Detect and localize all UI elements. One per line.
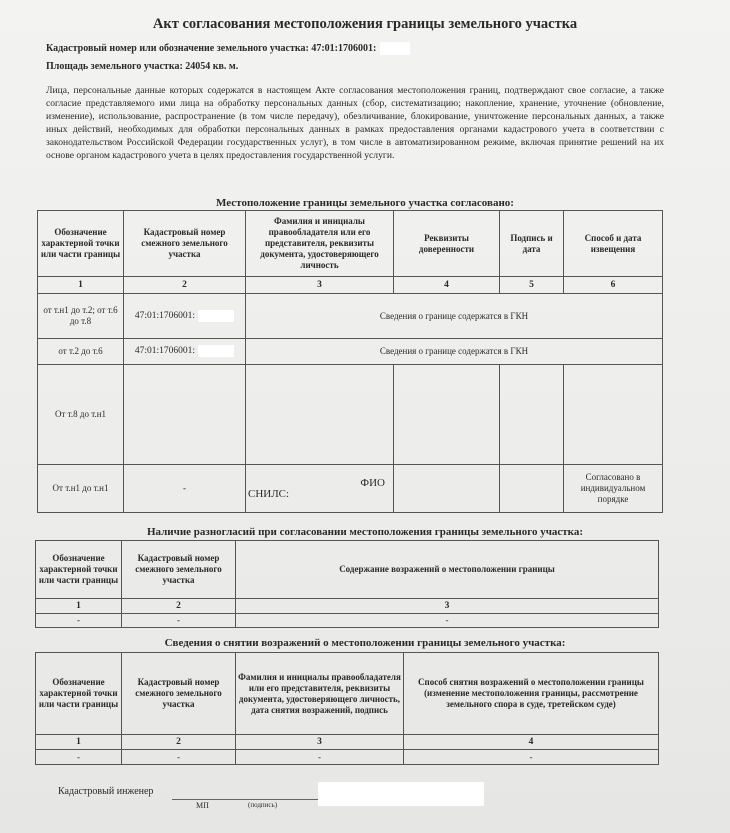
point-cell: От т.н1 до т.н1 (38, 465, 124, 513)
point-cell: От т.8 до т.н1 (38, 365, 124, 465)
table-header-row (38, 211, 663, 277)
header-cell: Фамилия и инициалы правообладателя или его представителя, реквизиты документа, удостоверяющего личность, дата снятия возражений, подпись (236, 653, 404, 735)
header-cell: Фамилия и инициалы правообладателя или его представителя, реквизиты документа, удостоверяющего личность (246, 211, 394, 277)
column-number: 6 (564, 277, 663, 294)
cadastral-number-label: Кадастровый номер или обозначение земельного участка: 47:01:1706001: (46, 42, 377, 54)
point-cell: от т.2 до т.6 (38, 339, 124, 365)
cadastral-number-line (46, 42, 410, 55)
column-number: 1 (38, 277, 124, 294)
dash-cell: - (236, 614, 659, 628)
signature-label: (подпись) (248, 801, 278, 809)
header-cell: Содержание возражений о местоположении границы (236, 541, 659, 599)
header-cell: Обозначение характерной точки или части границы (36, 653, 122, 735)
table-header-row (36, 541, 659, 599)
info-cell: Сведения о границе содержатся в ГКН (246, 294, 663, 339)
header-cell: Реквизиты доверенности (394, 211, 500, 277)
stamp-label: МП (196, 801, 209, 810)
engineer-label: Кадастровый инженер (58, 786, 154, 797)
header-cell: Обозначение характерной точки или части границы (38, 211, 124, 277)
table-header-row (36, 653, 659, 735)
column-number: 2 (122, 599, 236, 614)
dash-cell: - (36, 614, 122, 628)
table-row (38, 339, 663, 365)
column-number: 4 (394, 277, 500, 294)
dash-cell: - (236, 750, 404, 765)
disagreements-table (35, 540, 659, 628)
consent-paragraph: Лица, персональные данные которых содержатся в настоящем Акте согласования местоположения границ, подтверждают свое согласие, а также согласие представляемого ими лица на обработку персональных данных (сбор, систематизацию; накопление, хранение, уточнение (обновление, изменение), использование, распространение (в том числе передачу), обезличивание, блокирование, уничтожение персональных данных, а также иных действий, необходимых для обработки персональных данных в рамках предоставления органами кадастрового учета в соответствии с законодательством Российской Федерации государственных услуг), в том числе в автоматизированном режиме, включая принятие решений на их основе органом кадастрового учета в целях предоставления государственной услуги. (46, 85, 664, 161)
column-number: 1 (36, 735, 122, 750)
objections-removal-table (35, 652, 659, 765)
section1-heading: Местоположение границы земельного участка согласовано: (216, 197, 514, 209)
header-cell: Кадастровый номер смежного земельного участка (122, 653, 236, 735)
table-row (38, 294, 663, 339)
header-cell: Способ снятия возражений о местоположении границы (изменение местоположения границы, рассмотрение земельного спора в суде, третейском суде) (404, 653, 659, 735)
redaction-box (380, 42, 410, 55)
dash-cell: - (404, 750, 659, 765)
header-cell: Кадастровый номер смежного земельного участка (124, 211, 246, 277)
redaction-box (198, 310, 234, 322)
dash-cell: - (122, 750, 236, 765)
info-cell: Сведения о границе содержатся в ГКН (246, 339, 663, 365)
column-number: 4 (404, 735, 659, 750)
owner-cell (246, 465, 394, 513)
cadastral-cell: - (124, 465, 246, 513)
table-row (38, 465, 663, 513)
column-number-row (38, 277, 663, 294)
column-number: 1 (36, 599, 122, 614)
table-row (36, 614, 659, 628)
table-row (36, 750, 659, 765)
table-row (38, 365, 663, 465)
empty-cell (394, 365, 500, 465)
cadastral-cell: 47:01:1706001: (124, 339, 246, 365)
header-cell: Подпись и дата (500, 211, 564, 277)
redaction-box (318, 782, 484, 806)
area-line: Площадь земельного участка: 24054 кв. м. (46, 61, 239, 72)
empty-cell (500, 365, 564, 465)
column-number: 2 (124, 277, 246, 294)
section2-heading: Наличие разногласий при согласовании местоположения границы земельного участка: (146, 526, 584, 538)
column-number-row (36, 599, 659, 614)
column-number: 3 (236, 735, 404, 750)
column-number: 2 (122, 735, 236, 750)
column-number: 3 (236, 599, 659, 614)
column-number-row (36, 735, 659, 750)
method-cell: Согласовано в индивидуальном порядке (564, 465, 663, 513)
header-cell: Кадастровый номер смежного земельного участка (122, 541, 236, 599)
column-number: 3 (246, 277, 394, 294)
point-cell: от т.н1 до т.2; от т.6 до т.8 (38, 294, 124, 339)
cadastral-cell: 47:01:1706001: (124, 294, 246, 339)
header-cell: Обозначение характерной точки или части границы (36, 541, 122, 599)
signature-line (172, 799, 322, 800)
dash-cell: - (36, 750, 122, 765)
empty-cell (124, 365, 246, 465)
agreement-table (37, 210, 663, 513)
empty-cell (246, 365, 394, 465)
header-cell: Способ и дата извещения (564, 211, 663, 277)
snils-label: СНИЛС: (248, 487, 290, 500)
redaction-box (198, 345, 234, 357)
empty-cell (500, 465, 564, 513)
empty-cell (394, 465, 500, 513)
column-number: 5 (500, 277, 564, 294)
section3-heading: Сведения о снятии возражений о местоположении границы земельного участка: (164, 637, 566, 649)
document-title: Акт согласования местоположения границы земельного участка (152, 16, 578, 32)
dash-cell: - (122, 614, 236, 628)
fio-label: ФИО (360, 476, 385, 489)
empty-cell (564, 365, 663, 465)
